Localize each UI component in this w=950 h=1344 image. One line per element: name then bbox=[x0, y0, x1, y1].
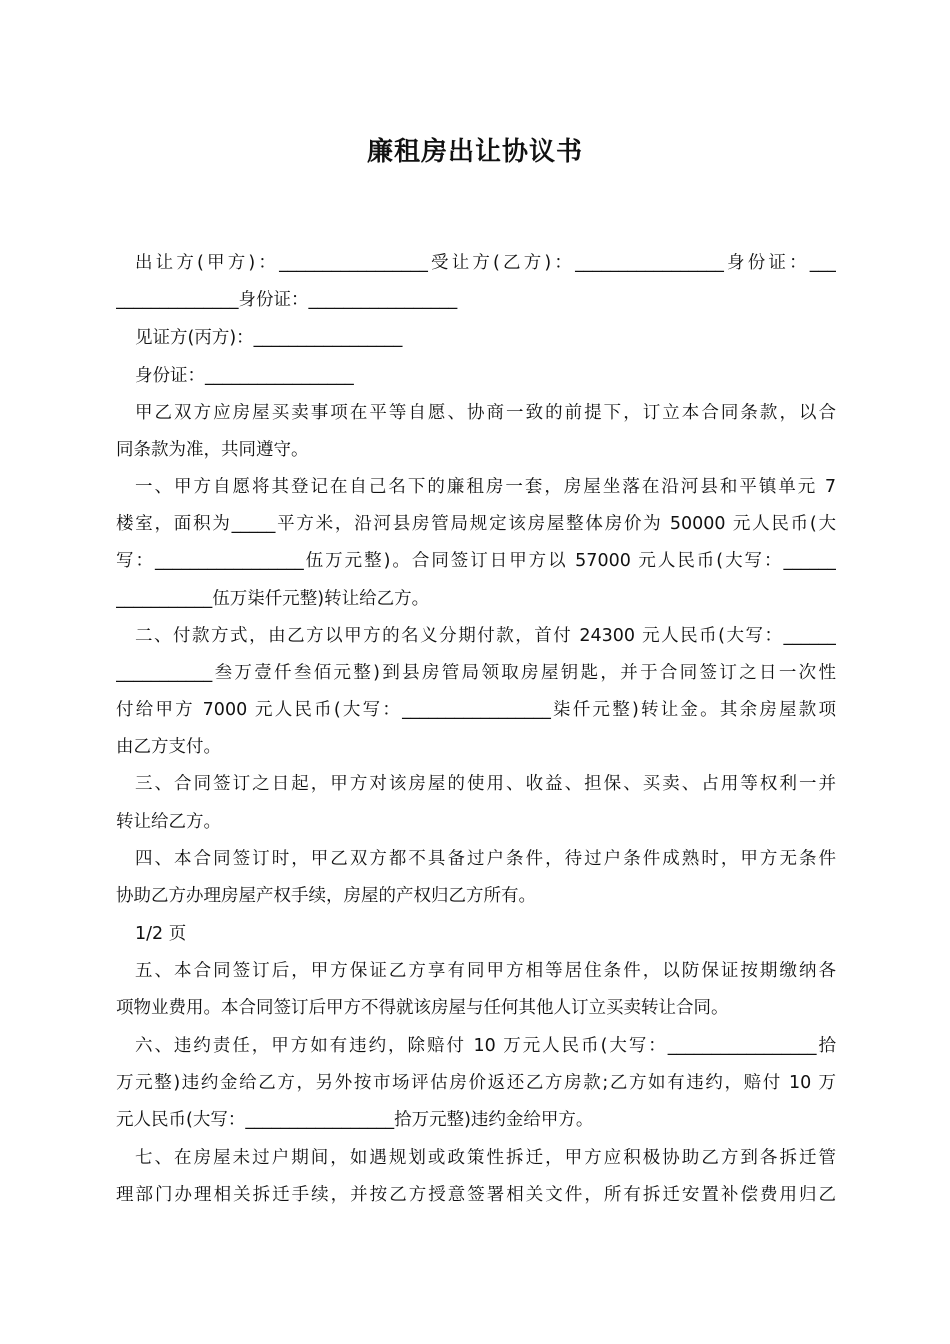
id-card-line: ______________身份证：_________________ bbox=[116, 290, 458, 310]
clause-4-line: 协助乙方办理房屋产权手续，房屋的产权归乙方所有。 bbox=[116, 886, 536, 906]
clause-3-line: 转让给乙方。 bbox=[116, 812, 221, 832]
clause-2-line: ___________叁万壹仟叁佰元整)到县房管局领取房屋钥匙，并于合同签订之日一次性 bbox=[116, 663, 836, 683]
clause-3-line: 三、合同签订之日起，甲方对该房屋的使用、收益、担保、买卖、占用等权利一并 bbox=[135, 774, 836, 794]
paragraph-line: 甲乙双方应房屋买卖事项在平等自愿、协商一致的前提下，订立本合同条款，以合 bbox=[135, 403, 836, 423]
clause-4-line: 四、本合同签订时，甲乙双方都不具备过户条件，待过户条件成熟时，甲方无条件 bbox=[135, 849, 836, 869]
page-number: 1/2 页 bbox=[135, 924, 187, 944]
paragraph-line: 同条款为准，共同遵守。 bbox=[116, 440, 309, 460]
witness-id-line: 身份证：_________________ bbox=[135, 366, 354, 386]
clause-5-line: 五、本合同签订后，甲方保证乙方享有同甲方相等居住条件，以防保证按期缴纳各 bbox=[135, 961, 836, 981]
clause-2-line: 二、付款方式，由乙方以甲方的名义分期付款，首付 24300 元人民币(大写：______ bbox=[135, 626, 836, 646]
document-title: 廉租房出让协议书 bbox=[366, 137, 583, 167]
clause-7-line: 七、在房屋未过户期间，如遇规划或政策性拆迁，甲方应积极协助乙方到各拆迁管 bbox=[135, 1148, 836, 1168]
clause-1-line: 一、甲方自愿将其登记在自己名下的廉租房一套，房屋坐落在沿河县和平镇单元 7 bbox=[135, 477, 836, 497]
clause-2-line: 由乙方支付。 bbox=[116, 737, 221, 757]
clause-1-line: ___________伍万柒仟元整)转让给乙方。 bbox=[116, 589, 430, 609]
clause-6-line: 万元整)违约金给乙方，另外按市场评估房价返还乙方房款;乙方如有违约，赔付 10 万 bbox=[116, 1073, 836, 1093]
clause-1-line: 写：_________________伍万元整)。合同签订日甲方以 57000 元人民币(大写：______ bbox=[116, 551, 836, 571]
party-a-b-line: 出让方(甲方)：_________________受让方(乙方)：_________________身份证：___ bbox=[135, 253, 836, 273]
clause-6-line: 六、违约责任，甲方如有违约，除赔付 10 万元人民币(大写：_________________拾 bbox=[135, 1036, 836, 1056]
clause-2-line: 付给甲方 7000 元人民币(大写：_________________柒仟元整)转让金。其余房屋款项 bbox=[116, 700, 836, 720]
clause-5-line: 项物业费用。本合同签订后甲方不得就该房屋与任何其他人订立买卖转让合同。 bbox=[116, 998, 729, 1018]
clause-6-line: 元人民币(大写：_________________拾万元整)违约金给甲方。 bbox=[116, 1110, 594, 1130]
clause-1-line: 楼室，面积为_____平方米，沿河县房管局规定该房屋整体房价为 50000 元人民币(大 bbox=[116, 514, 836, 534]
witness-line: 见证方(丙方)：_________________ bbox=[135, 328, 403, 348]
clause-7-line: 理部门办理相关拆迁手续，并按乙方授意签署相关文件，所有拆迁安置补偿费用归乙 bbox=[116, 1185, 836, 1205]
